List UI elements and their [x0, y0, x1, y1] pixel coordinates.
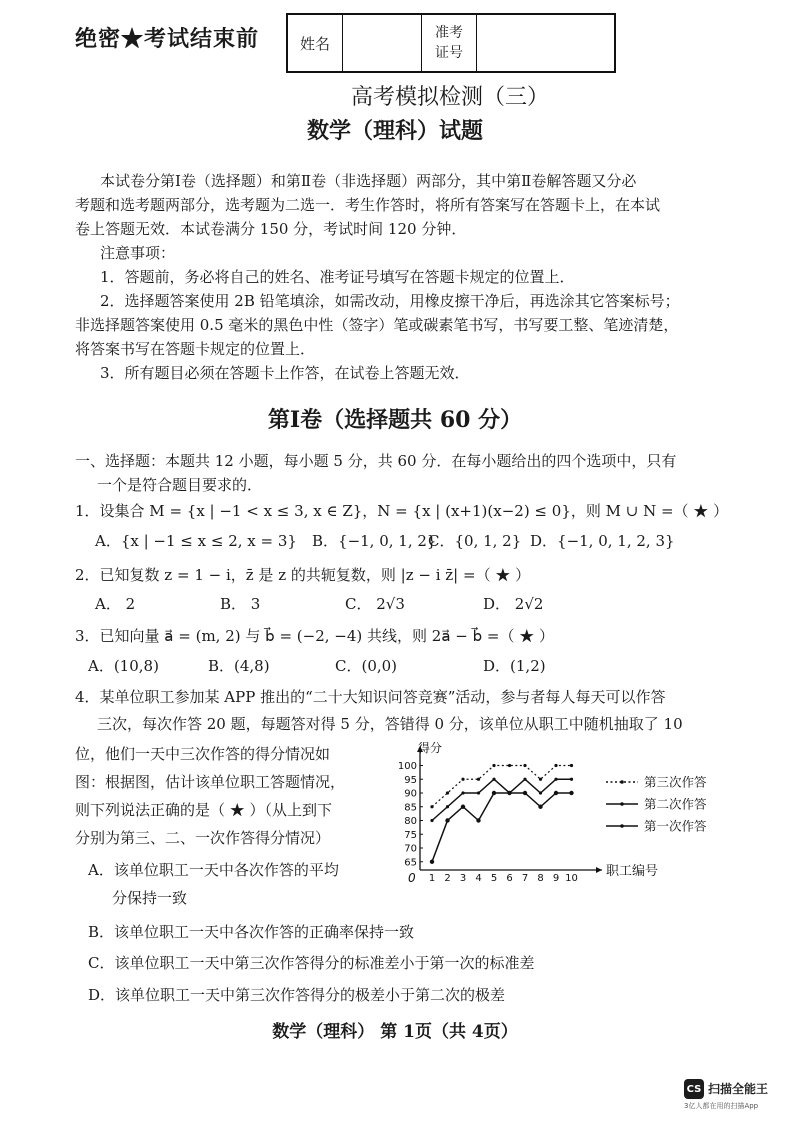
ticket-number-label [422, 15, 477, 71]
intro-line-2: 考题和选考题两部分，选考题为二选一．考生作答时，将所有答案写在答题卡上，在本试 [75, 196, 661, 214]
series-1-point [461, 778, 464, 781]
name-field[interactable] [343, 15, 422, 71]
question-1-option-a: A．{x | −1 ≤ x ≤ 2, x = 3} [95, 532, 297, 550]
legend-marker-2 [620, 802, 624, 806]
legend-label-3: 第一次作答 [644, 818, 707, 834]
question-4-option-a-line-2: 分保持一致 [112, 889, 188, 907]
legend-marker-3 [620, 824, 624, 828]
scanner-app-name: 扫描全能王 [708, 1082, 769, 1096]
question-4-stem-line-2: 三次，每次作答 20 题，每题答对得 5 分，答错得 0 分，该单位从职工中随机抽取了 10 [97, 715, 683, 733]
series-1-point [539, 778, 542, 781]
series-3-point [445, 818, 449, 822]
intro-line-3: 卷上答题无效．本试卷满分 150 分，考试时间 120 分钟． [75, 220, 467, 238]
question-4-stem-line-3: 位，他们一天中三次作答的得分情况如 [75, 745, 331, 763]
intro-line-1: 本试卷分第Ⅰ卷（选择题）和第Ⅱ卷（非选择题）两部分，其中第Ⅱ卷解答题又分必 [100, 172, 637, 190]
question-4-option-d: D．该单位职工一天中第三次作答得分的极差小于第二次的极差 [88, 986, 506, 1004]
series-2-point [492, 778, 495, 781]
series-3-point [538, 805, 542, 809]
series-2-point [461, 791, 464, 794]
x-tick-label: 10 [565, 873, 578, 884]
ticket-number-field[interactable] [477, 15, 614, 71]
series-1-point [554, 764, 557, 767]
series-3-point [492, 791, 496, 795]
question-3-stem: 3．已知向量 a⃗ = (m, 2) 与 b⃗ = (−2, −4) 共线，则 2a⃗ − b⃗ =（ ★ ） [75, 627, 555, 645]
exam-title: 高考模拟检测（三） [350, 85, 549, 110]
series-line-3 [432, 793, 572, 862]
series-2-point [477, 791, 480, 794]
question-2-option-d: D． 2√2 [483, 595, 544, 613]
section-title: 第Ⅰ卷（选择题共 60 分） [267, 407, 523, 433]
series-3-point [554, 791, 558, 795]
legend-label-2: 第二次作答 [644, 796, 707, 812]
series-1-point [492, 764, 495, 767]
x-tick-label: 6 [506, 873, 513, 884]
y-tick-label: 100 [397, 761, 417, 772]
legend-label-1: 第三次作答 [644, 774, 707, 790]
notice-item-2b: 非选择题答案使用 0.5 毫米的黑色中性（签字）笔或碳素笔书写，书写要工整、笔迹清楚， [75, 316, 679, 334]
question-4-option-c: C．该单位职工一天中第三次作答得分的标准差小于第一次的标准差 [88, 954, 535, 972]
question-3-option-d: D．(1,2) [483, 657, 546, 675]
y-tick-label: 75 [404, 829, 417, 841]
series-1-point [523, 764, 526, 767]
scanner-logo-icon: CS [684, 1079, 704, 1099]
notice-item-2a: 2．选择题答案使用 2B 铅笔填涂，如需改动，用橡皮擦干净后，再选涂其它答案标号； [100, 292, 680, 310]
question-4-option-b: B．该单位职工一天中各次作答的正确率保持一致 [88, 923, 415, 941]
question-4-option-a-line-1: A．该单位职工一天中各次作答的平均 [88, 861, 339, 879]
y-tick-label: 70 [404, 843, 417, 855]
ticket-label-line2: 证号 [435, 45, 463, 61]
series-line-2 [432, 779, 572, 820]
x-tick-label: 9 [552, 873, 560, 884]
series-3-point [523, 791, 527, 795]
series-2-point [430, 819, 433, 822]
series-1-point [430, 805, 433, 808]
x-tick-label: 8 [537, 873, 544, 884]
series-3-point [430, 860, 434, 864]
series-2-point [570, 778, 573, 781]
question-1-option-b: B．{−1, 0, 1, 2} [312, 532, 437, 550]
x-tick-label: 3 [459, 873, 467, 884]
question-2-option-c: C． 2√3 [345, 595, 405, 613]
series-1-point [446, 791, 449, 794]
notice-item-1: 1．答题前，务必将自己的姓名、准考证号填写在答题卡规定的位置上． [100, 268, 575, 286]
x-tick-label: 4 [475, 873, 482, 884]
exam-subtitle: 数学（理科）试题 [306, 118, 483, 144]
question-1-option-d: D．{−1, 0, 1, 2, 3} [530, 532, 675, 550]
question-2-option-a: A． 2 [95, 595, 136, 613]
question-4-stem-line-6: 分别为第三、二、一次作答得分情况） [75, 829, 331, 847]
y-tick-label: 85 [404, 802, 417, 814]
ticket-label-line1: 准考 [435, 25, 463, 41]
series-1-point [508, 764, 511, 767]
series-2-point [446, 805, 449, 808]
x-tick-label: 5 [490, 873, 498, 884]
x-tick-label: 2 [444, 873, 451, 884]
x-tick-label: 7 [521, 873, 529, 884]
notice-item-2c: 将答案书写在答题卡规定的位置上． [75, 340, 316, 358]
series-2-point [554, 778, 557, 781]
x-axis-arrow [596, 867, 602, 873]
series-3-point [476, 818, 480, 822]
question-4-stem-line-4: 图：根据图，估计该单位职工答题情况， [75, 773, 346, 791]
question-3-option-b: B．(4,8) [208, 657, 270, 675]
question-2-option-b: B． 3 [220, 595, 261, 613]
question-1-option-c: C．{0, 1, 2} [428, 532, 522, 550]
question-3-option-c: C．(0,0) [335, 657, 398, 675]
x-axis-label: 职工编号 [606, 864, 659, 879]
series-1-point [477, 778, 480, 781]
question-4-stem-line-5: 则下列说法正确的是（ ★ ）（从上到下 [75, 801, 333, 819]
y-tick-label: 65 [404, 857, 417, 869]
series-3-point [507, 791, 511, 795]
y-tick-label: 90 [404, 788, 417, 800]
y-tick-label: 80 [404, 816, 417, 827]
notice-title: 注意事项： [100, 244, 176, 262]
series-2-point [523, 778, 526, 781]
series-2-point [539, 791, 542, 794]
score-line-chart [388, 742, 718, 892]
question-1-stem: 1．设集合 M = {x | −1 < x ≤ 3, x ∈ Z}，N = {x | (x+1)(x−2) ≤ 0}，则 M ∪ N =（ ★ ） [75, 502, 729, 520]
question-2-stem: 2．已知复数 z = 1 − i，z̄ 是 z 的共轭复数，则 |z − i z̄| =（ ★ ） [75, 566, 531, 584]
question-3-option-a: A．(10,8) [88, 657, 159, 675]
candidate-info-box [286, 13, 616, 73]
series-3-point [461, 805, 465, 809]
legend-marker-1 [620, 780, 624, 784]
origin-label: 0 [408, 871, 416, 885]
series-3-point [569, 791, 573, 795]
y-tick-label: 95 [404, 774, 417, 786]
notice-item-3: 3．所有题目必须在答题卡上作答，在试卷上答题无效． [100, 364, 470, 382]
confidential-label: 绝密★考试结束前 [75, 26, 260, 52]
y-axis-label: 得分 [418, 742, 443, 755]
name-label: 姓名 [288, 15, 343, 71]
page-footer: 数学（理科） 第 1页（共 4页） [272, 1022, 518, 1042]
x-tick-label: 1 [428, 873, 436, 884]
question-4-stem-line-1: 4．某单位职工参加某 APP 推出的“二十大知识问答竞赛”活动，参与者每人每天可以作答 [75, 688, 666, 706]
section-instruction-2: 一个是符合题目要求的． [97, 476, 263, 494]
scanner-app-tagline: 3亿人都在用的扫描App [684, 1102, 759, 1110]
series-1-point [570, 764, 573, 767]
section-instruction-1: 一、选择题：本题共 12 小题，每小题 5 分，共 60 分．在每小题给出的四个选项中，只有 [75, 452, 677, 470]
